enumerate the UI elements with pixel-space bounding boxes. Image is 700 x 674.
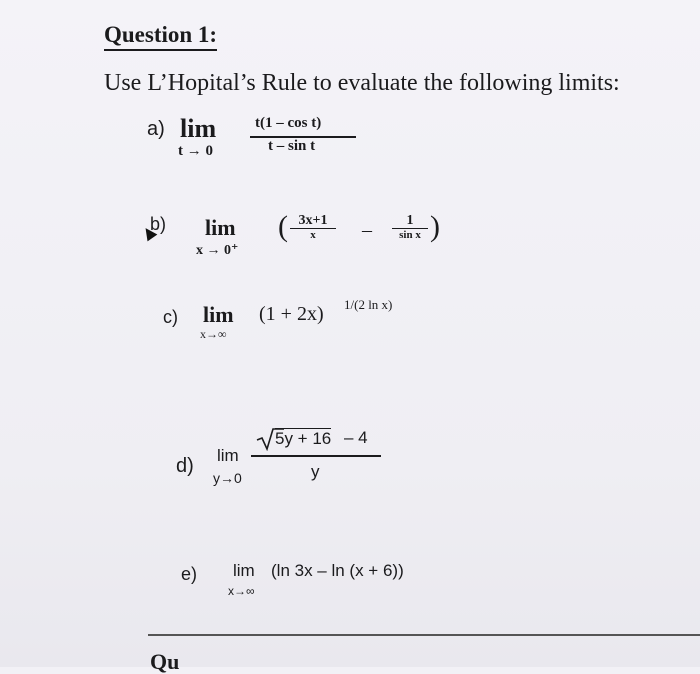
problem-e-expr: (ln 3x – ln (x + 6)) [271, 561, 404, 580]
problem-b-frac2-den: sin x [392, 228, 428, 242]
problem-b-label: b) [150, 214, 167, 234]
problem-a-label: a) [147, 118, 165, 140]
problem-b-frac1-num: 3x+1 [298, 213, 328, 228]
problem-b-frac2-num: 1 [406, 213, 414, 228]
problem-d-label: d) [176, 455, 194, 477]
problem-d-sub: y→0 [213, 470, 242, 486]
next-question-title-partial: Qu [150, 649, 180, 674]
problem-b-minus: – [362, 219, 372, 241]
problem-b-close-paren: ) [430, 210, 440, 243]
problem-e-lim: lim [233, 561, 255, 580]
section-divider [148, 634, 700, 636]
problem-b-sub: x → 0⁺ [196, 243, 239, 258]
problem-c-base: (1 + 2x) [259, 303, 324, 325]
problem-c-lim: lim [203, 302, 234, 327]
problem-d-fraction-bar [251, 455, 381, 457]
problem-a-sub: t → 0 [178, 143, 213, 159]
problem-c-label: c) [163, 307, 178, 327]
problem-d-radicand: 5y + 16 [275, 429, 332, 448]
problem-c-exponent: 1/(2 ln x) [344, 297, 393, 312]
problem-a-denominator: t – sin t [268, 138, 316, 154]
problem-b-frac1-den: x [290, 228, 336, 242]
instruction-text: Use L’Hopital’s Rule to evaluate the following limits: [104, 70, 620, 96]
question-title: Question 1: [104, 21, 217, 51]
problem-c-sub: x→∞ [200, 327, 227, 341]
problem-a-numerator: t(1 – cos t) [255, 115, 322, 131]
problem-e-label: e) [181, 564, 198, 584]
problem-d-lim: lim [217, 446, 239, 465]
problem-b-open-paren: ( [278, 210, 288, 243]
problem-b-lim: lim [205, 215, 236, 240]
problem-a-lim: lim [180, 114, 217, 143]
problem-e-sub: x→∞ [228, 584, 255, 598]
problem-b-fraction-2 [392, 213, 428, 242]
problem-d-numerator-rest: – 4 [344, 428, 368, 447]
problem-b-fraction-1 [290, 213, 336, 242]
problem-d-denominator: y [311, 462, 320, 481]
